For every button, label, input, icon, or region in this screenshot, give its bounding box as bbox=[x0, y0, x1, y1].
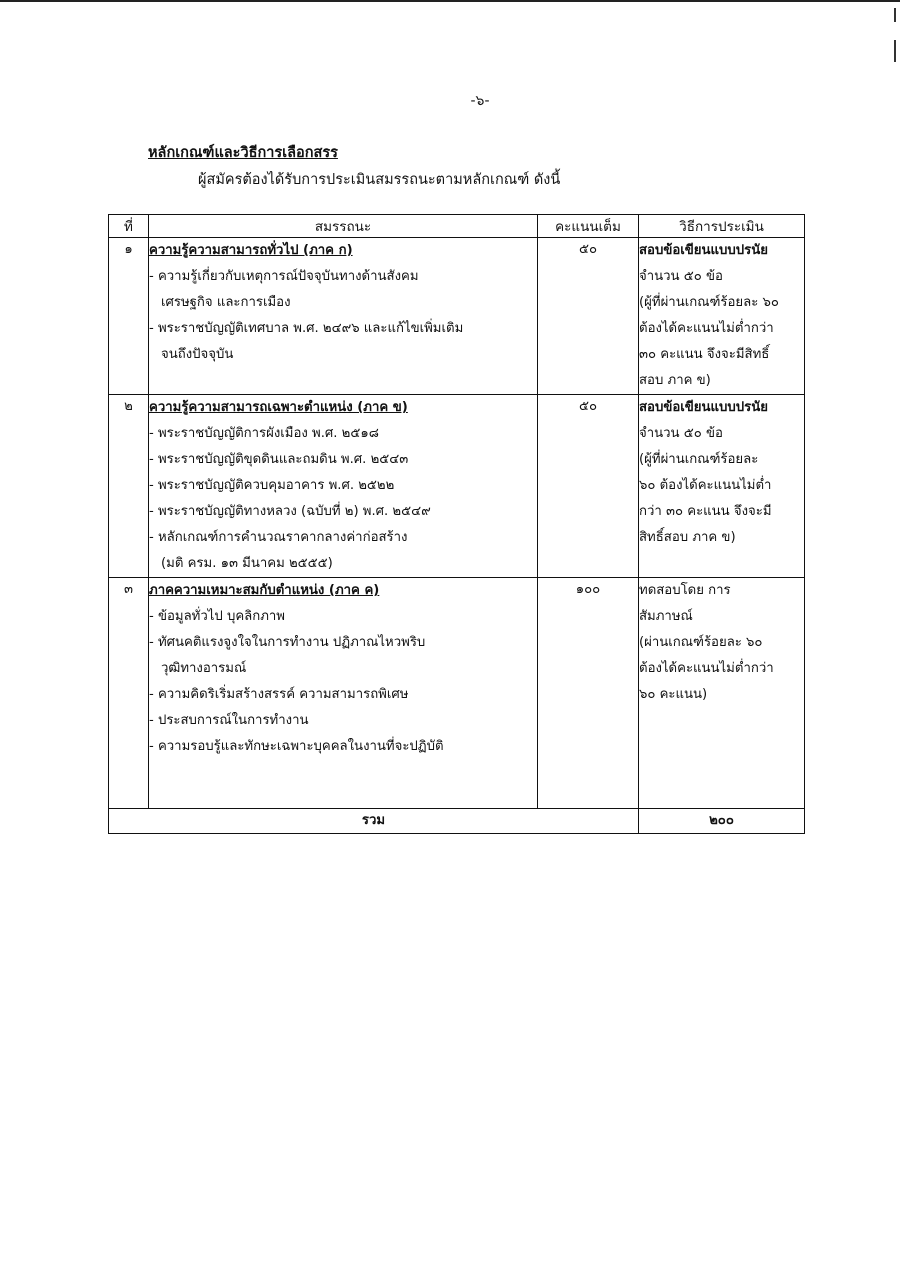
scan-edge-mark bbox=[894, 40, 896, 62]
competency-item: - ทัศนคติแรงจูงใจในการทำงาน ปฏิภาณไหวพริบ bbox=[149, 635, 426, 650]
method-line: ๖๐ คะแนน) bbox=[639, 687, 708, 702]
competency-heading: ความรู้ความสามารถเฉพาะตำแหน่ง (ภาค ข) bbox=[149, 400, 408, 415]
competency-item: - หลักเกณฑ์การคำนวณราคากลางค่าก่อสร้าง bbox=[149, 530, 408, 545]
row-number: ๒ bbox=[109, 395, 149, 578]
method-line: สิทธิ์สอบ ภาค ข) bbox=[639, 530, 736, 545]
method-line: สัมภาษณ์ bbox=[639, 609, 693, 624]
competency-item: - พระราชบัญญัติขุดดินและถมดิน พ.ศ. ๒๕๔๓ bbox=[149, 452, 409, 467]
method-line: ต้องได้คะแนนไม่ต่ำกว่า bbox=[639, 661, 774, 676]
competency-cell bbox=[149, 578, 538, 809]
method-line: ทดสอบโดย การ bbox=[639, 583, 731, 598]
intro-text: ผู้สมัครต้องได้รับการประเมินสมรรถนะตามหลักเกณฑ์ ดังนี้ bbox=[198, 172, 561, 188]
method-cell bbox=[639, 238, 805, 395]
total-value: ๒๐๐ bbox=[639, 809, 805, 834]
full-score: ๑๐๐ bbox=[538, 578, 639, 809]
row-number: ๓ bbox=[109, 578, 149, 809]
header-full-score: คะแนนเต็ม bbox=[538, 215, 639, 238]
page-number: -๖- bbox=[470, 93, 490, 109]
competency-item: - พระราชบัญญัติทางหลวง (ฉบับที่ ๒) พ.ศ. ๒๕๔๙ bbox=[149, 504, 431, 519]
method-line: ๓๐ คะแนน จึงจะมีสิทธิ์ bbox=[639, 347, 770, 362]
row-number: ๑ bbox=[109, 238, 149, 395]
competency-heading: ความรู้ความสามารถทั่วไป (ภาค ก) bbox=[149, 243, 353, 258]
method-line: จำนวน ๕๐ ข้อ bbox=[639, 426, 723, 441]
scan-edge-mark bbox=[894, 8, 896, 22]
competency-item: - ความรู้เกี่ยวกับเหตุการณ์ปัจจุบันทางด้านสังคม bbox=[149, 269, 419, 284]
method-line: กว่า ๓๐ คะแนน จึงจะมี bbox=[639, 504, 772, 519]
full-score: ๕๐ bbox=[538, 238, 639, 395]
competency-item: - ข้อมูลทั่วไป บุคลิกภาพ bbox=[149, 609, 286, 624]
method-line: จำนวน ๕๐ ข้อ bbox=[639, 269, 723, 284]
method-line: (ผู้ที่ผ่านเกณฑ์ร้อยละ bbox=[639, 452, 759, 467]
competency-item: จนถึงปัจจุบัน bbox=[161, 347, 234, 362]
method-line: ๖๐ ต้องได้คะแนนไม่ต่ำ bbox=[639, 478, 772, 493]
full-score: ๕๐ bbox=[538, 395, 639, 578]
total-label: รวม bbox=[109, 809, 639, 834]
method-cell bbox=[639, 578, 805, 809]
method-line: สอบข้อเขียนแบบปรนัย bbox=[639, 243, 768, 258]
competency-heading: ภาคความเหมาะสมกับตำแหน่ง (ภาค ค) bbox=[149, 583, 380, 598]
competency-item: - พระราชบัญญัติควบคุมอาคาร พ.ศ. ๒๕๒๒ bbox=[149, 478, 395, 493]
criteria-table bbox=[108, 214, 805, 834]
table-header-row bbox=[109, 215, 805, 238]
method-line: (ผู้ที่ผ่านเกณฑ์ร้อยละ ๖๐ bbox=[639, 295, 779, 310]
competency-item: - ความคิดริเริ่มสร้างสรรค์ ความสามารถพิเศษ bbox=[149, 687, 409, 702]
competency-item: (มติ ครม. ๑๓ มีนาคม ๒๕๕๕) bbox=[161, 556, 333, 571]
table-row bbox=[109, 238, 805, 395]
competency-cell bbox=[149, 395, 538, 578]
method-line: สอบ ภาค ข) bbox=[639, 373, 711, 388]
section-title: หลักเกณฑ์และวิธีการเลือกสรร bbox=[148, 145, 338, 161]
competency-item: - พระราชบัญญัติเทศบาล พ.ศ. ๒๔๙๖ และแก้ไขเพิ่มเติม bbox=[149, 321, 464, 336]
competency-item: วุฒิทางอารมณ์ bbox=[161, 661, 247, 676]
method-line: ต้องได้คะแนนไม่ต่ำกว่า bbox=[639, 321, 774, 336]
table-row bbox=[109, 578, 805, 809]
competency-cell bbox=[149, 238, 538, 395]
header-method: วิธีการประเมิน bbox=[639, 215, 805, 238]
competency-item: - ความรอบรู้และทักษะเฉพาะบุคคลในงานที่จะปฏิบัติ bbox=[149, 739, 444, 754]
competency-item: - ประสบการณ์ในการทำงาน bbox=[149, 713, 309, 728]
method-line: (ผ่านเกณฑ์ร้อยละ ๖๐ bbox=[639, 635, 763, 650]
header-competency: สมรรถนะ bbox=[149, 215, 538, 238]
table-row bbox=[109, 395, 805, 578]
total-row bbox=[109, 809, 805, 834]
competency-item: เศรษฐกิจ และการเมือง bbox=[161, 295, 291, 310]
method-cell bbox=[639, 395, 805, 578]
header-no: ที่ bbox=[109, 215, 149, 238]
method-line: สอบข้อเขียนแบบปรนัย bbox=[639, 400, 768, 415]
scan-top-edge-rule bbox=[0, 0, 900, 2]
competency-item: - พระราชบัญญัติการผังเมือง พ.ศ. ๒๕๑๘ bbox=[149, 426, 379, 441]
